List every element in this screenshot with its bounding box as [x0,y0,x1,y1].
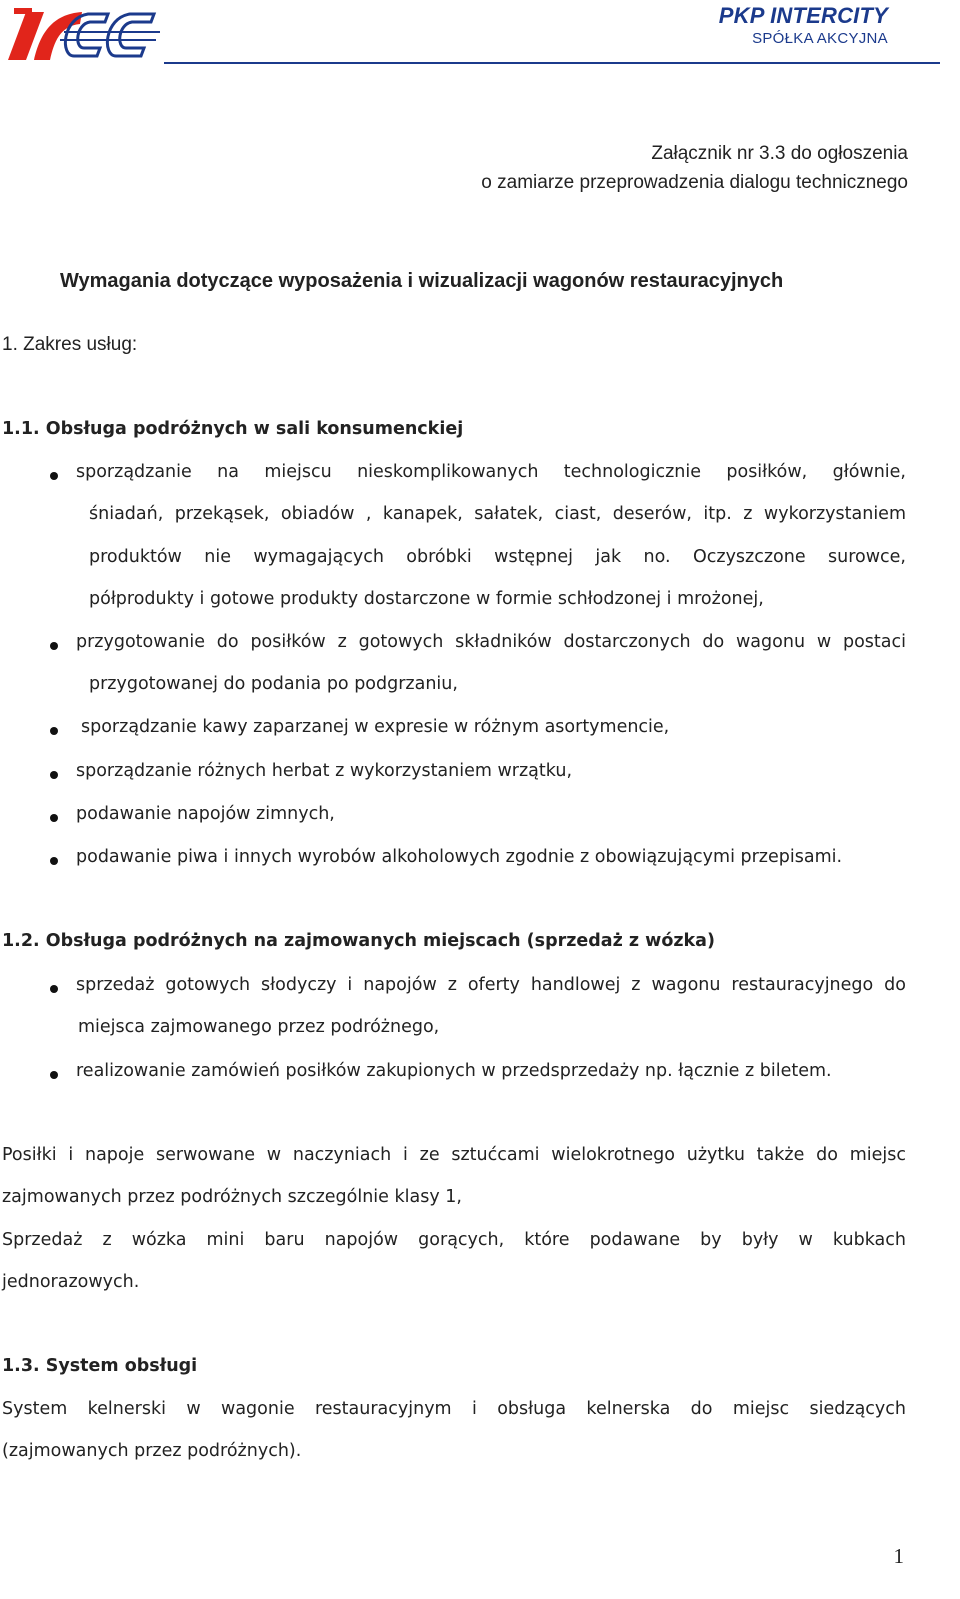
list-item-line: podawanie piwa i innych wyrobów alkoholowych zgodnie z obowiązującymi przepisami. [76,847,843,867]
list-item-line: sporządzanie różnych herbat z wykorzystaniem wrzątku, [76,761,573,781]
header-divider [164,62,940,64]
list-item-line: przygotowanie do posiłków z gotowych składników dostarczonych do wagonu w postaci [76,632,906,652]
paragraph-line: Sprzedaż z wózka mini baru napojów gorących, które podawane by były w kubkach [2,1230,906,1250]
company-subtitle: SPÓŁKA AKCYJNA [752,30,888,47]
bullet-icon [50,727,58,735]
company-name: PKP INTERCITY [718,3,888,28]
bullet-icon [50,1071,58,1079]
bullet-icon [50,857,58,865]
section-1-2-heading: 1.2. Obsługa podróżnych na zajmowanych miejscach (sprzedaż z wózka) [2,931,715,951]
paragraph-line: Posiłki i napoje serwowane w naczyniach i ze sztućcami wielokrotnego użytku także do miejsc [2,1145,906,1165]
bullet-icon [50,771,58,779]
list-item-line: podawanie napojów zimnych, [76,804,335,824]
bullet-icon [50,642,58,650]
bullet-icon [50,472,58,480]
annex-line-1: Załącznik nr 3.3 do ogłoszenia [651,143,908,164]
intercity-logo [4,4,164,64]
list-item-line: śniadań, przekąsek, obiadów , kanapek, sałatek, ciast, deserów, itp. z wykorzystaniem [89,504,906,524]
list-item-line: realizowanie zamówień posiłków zakupionych w przedsprzedaży np. łącznie z biletem. [76,1061,832,1081]
section-1-1-heading: 1.1. Obsługa podróżnych w sali konsumenckiej [2,419,464,439]
list-item-line: półprodukty i gotowe produkty dostarczone w formie schłodzonej i mrożonej, [89,589,764,609]
list-item-line: sporządzanie kawy zaparzanej w expresie w różnym asortymencie, [81,717,670,737]
bullet-icon [50,814,58,822]
annex-note [481,139,908,197]
paragraph-line: zajmowanych przez podróżnych szczególnie klasy 1, [2,1187,462,1207]
annex-line-2: o zamiarze przeprowadzenia dialogu technicznego [481,172,908,193]
paragraph-line: jednorazowych. [2,1272,140,1292]
section-1-label: 1. Zakres usług: [2,334,138,355]
list-item-line: produktów nie wymagających obróbki wstępnej jak no. Oczyszczone surowce, [89,547,906,567]
list-item-line: sprzedaż gotowych słodyczy i napojów z oferty handlowej z wagonu restauracyjnego do [76,975,906,995]
section-1-3-heading: 1.3. System obsługi [2,1356,198,1376]
list-item-line: sporządzanie na miejscu nieskomplikowanych technologicznie posiłków, głównie, [76,462,906,482]
page-number: 1 [893,1544,904,1568]
company-block [719,4,888,48]
list-item-line: przygotowanej do podania po podgrzaniu, [89,674,458,694]
bullet-icon [50,985,58,993]
paragraph-line: System kelnerski w wagonie restauracyjnym i obsługa kelnerska do miejsc siedzących [2,1399,906,1419]
list-item-line: miejsca zajmowanego przez podróżnego, [78,1017,440,1037]
paragraph-line: (zajmowanych przez podróżnych). [2,1441,302,1461]
document-title: Wymagania dotyczące wyposażenia i wizualizacji wagonów restauracyjnych [60,270,784,292]
